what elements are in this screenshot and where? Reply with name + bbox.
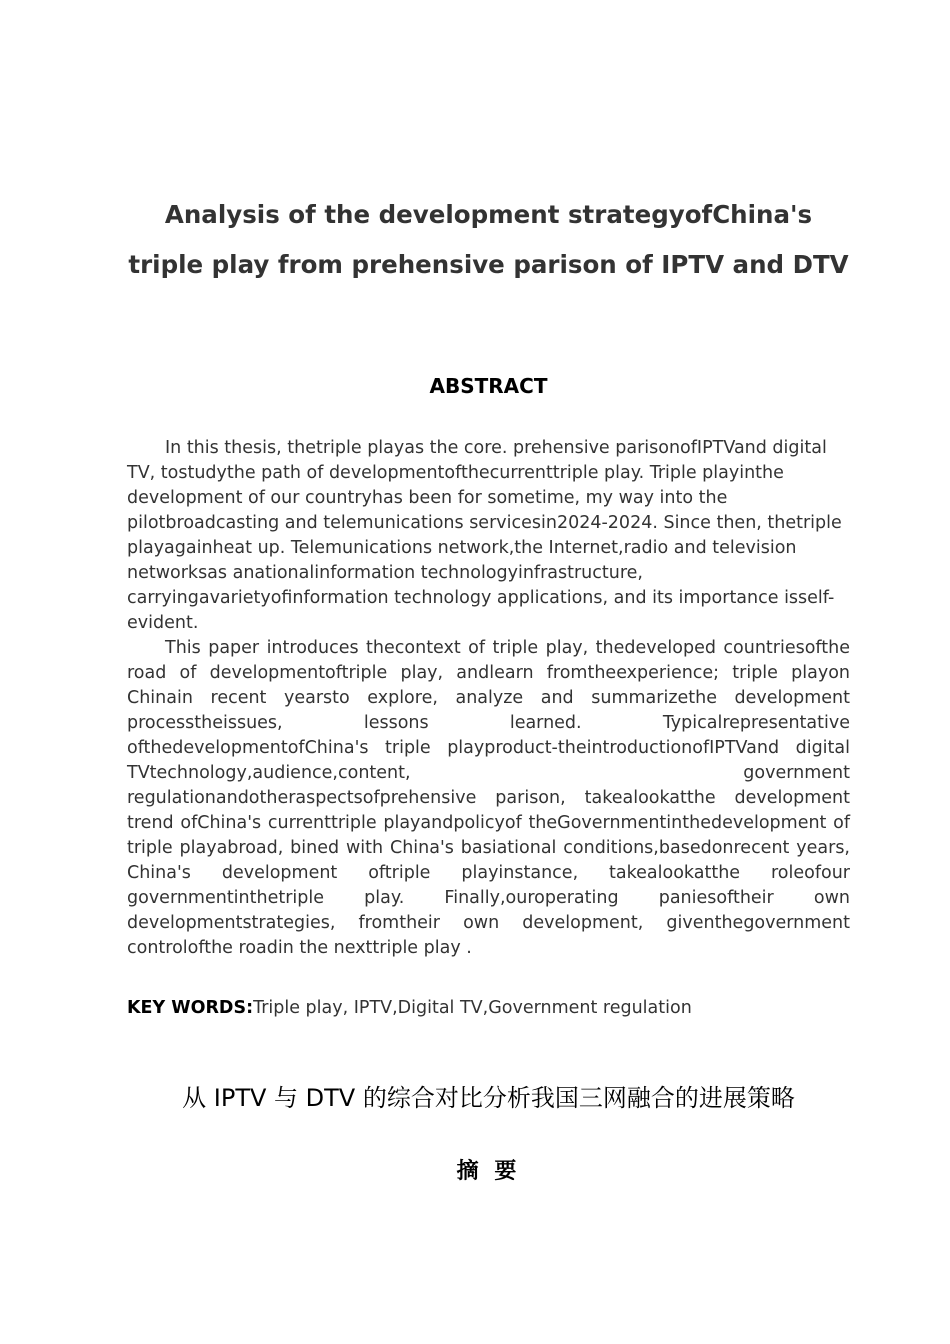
keywords-line [127, 996, 850, 1021]
chinese-abstract-heading: 摘 要 [456, 1159, 521, 1184]
paper-title: Analysis of the development strategyofChina's triple play from prehensive parison of IPTV and DTV [128, 200, 849, 279]
abstract-paragraph-2: This paper introduces thecontext of triple play, thedeveloped countriesofthe road of developmentoftriple play, andlearn fromtheexperience; triple playon Chinain recent yearsto explore, analyze and summarizethe development processtheissues, lessons learned. Typicalrepresentative ofthedevelopmentofChina's triple playproduct-theintroductionofIPTVand digital TVtechnology,audience,content, government regulationandotheraspectsofprehensive parison, takealookatthe development trend ofChina's currenttriple playandpolicyof theGovernmentinthedevelopment of triple playabroad, bined with China's basiational conditions,basedonrecent years, China's development oftriple playinstance, takealookatthe roleofour governmentinthetriple play. Finally,ouroperating paniesoftheir own developmentstrategies, fromtheir own development, giventhegovernment controlofthe roadin the nexttriple play . [127, 638, 850, 958]
abstract-paragraph-1: In this thesis, thetriple playas the core. prehensive parisonofIPTVand digital TV, tostudythe path of developmentofthecurrenttriple play. Triple playinthe development of our countryhas been for sometime, my way into the pilotbroadcasting and telemunications servicesin2024-2024. Since then, thetriple playagainheat up. Telemunications network,the Internet,radio and television networksas anationalinformation technologyinfrastructure, carryingavarietyofinformation technology applications, and its importance isself-evident. [127, 438, 842, 633]
abstract-heading: ABSTRACT [429, 374, 548, 398]
keywords-value: Triple play, IPTV,Digital TV,Government regulation [253, 998, 692, 1018]
abstract-body [127, 436, 850, 961]
keywords-label: KEY WORDS: [127, 998, 254, 1018]
chinese-title: 从 IPTV 与 DTV 的综合对比分析我国三网融合的进展策略 [182, 1084, 795, 1112]
